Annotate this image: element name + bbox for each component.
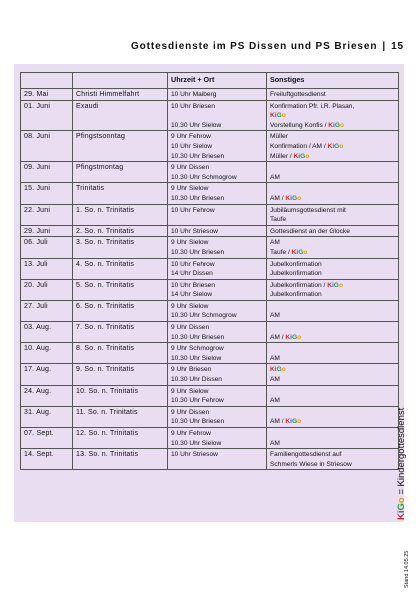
time-place-line: 10.30 Uhr Briesen [171, 333, 225, 341]
service-date: 06. Juli [21, 237, 73, 258]
kigo-mark: KiGo [270, 112, 286, 120]
service-times [168, 343, 267, 364]
service-date: 15. Juni [21, 183, 73, 204]
service-name: 7. So. n. Trinitatis [73, 322, 168, 343]
note-line [270, 163, 395, 173]
service-name: 9. So. n. Trinitatis [73, 364, 168, 385]
header-notes: Sonstiges [267, 73, 399, 89]
service-times [168, 204, 267, 225]
service-times [168, 183, 267, 204]
time-place-line: 10 Uhr Striesow [171, 451, 218, 459]
service-times [168, 131, 267, 162]
service-date: 14. Sept. [21, 449, 73, 470]
service-date: 31. Aug. [21, 406, 73, 427]
time-place-line: 9 Uhr Schmogrow [171, 345, 224, 353]
service-notes [267, 162, 399, 183]
service-name: 3. So. n. Trinitatis [73, 237, 168, 258]
time-place-line [171, 215, 263, 225]
time-place-line: 14 Uhr Sielow [171, 291, 213, 299]
table-row [21, 89, 399, 101]
note-line: Taufe / KiGo [270, 248, 308, 256]
service-notes [267, 428, 399, 449]
service-times [168, 449, 267, 470]
service-schedule-table [20, 72, 399, 470]
time-place-line: 10.30 Uhr Sielow [171, 354, 222, 362]
service-name: 5. So. n. Trinitatis [73, 279, 168, 300]
note-line: Müller [270, 133, 288, 141]
time-place-line: 10 Uhr Striesow [171, 227, 218, 235]
service-name: 2. So. n. Trinitatis [73, 225, 168, 237]
service-name: 4. So. n. Trinitatis [73, 258, 168, 279]
table-body [21, 89, 399, 470]
note-line: Vorstellung Konfis / KiGo [270, 121, 345, 129]
legend-kigo [396, 497, 407, 520]
service-name: Christi Himmelfahrt [73, 89, 168, 101]
time-place-line: 9 Uhr Sielow [171, 239, 209, 247]
note-line: AM [270, 173, 280, 181]
kigo-mark: KiGo [270, 366, 286, 374]
note-line: AM [270, 239, 280, 247]
time-place-line: 9 Uhr Fehrow [171, 133, 211, 141]
note-line [270, 111, 395, 121]
service-times [168, 385, 267, 406]
service-times [168, 406, 267, 427]
time-place-line: 10.30 Uhr Briesen [171, 248, 225, 256]
service-times [168, 225, 267, 237]
table-header-row [21, 73, 399, 89]
note-line: Freiluftgottesdienst [270, 91, 326, 98]
table-row [21, 406, 399, 427]
kigo-mark: KiGo [291, 248, 308, 256]
service-date: 01. Juni [21, 100, 73, 131]
kigo-mark: KiGo [396, 497, 407, 520]
time-place-line: 9 Uhr Briesen [171, 366, 212, 374]
service-times [168, 89, 267, 101]
note-line [270, 344, 395, 354]
service-times [168, 100, 267, 131]
service-times [168, 258, 267, 279]
service-date: 03. Aug. [21, 322, 73, 343]
time-place-line: 10 Uhr Sielow [171, 142, 213, 150]
note-line: Jubelkonfirmation / KiGo [270, 281, 343, 289]
time-place-line: 9 Uhr Dissen [171, 324, 210, 332]
table-row [21, 225, 399, 237]
service-date: 13. Juli [21, 258, 73, 279]
header-separator: | [382, 41, 387, 52]
table-row [21, 279, 399, 300]
header-name [73, 73, 168, 89]
legend-vertical [396, 370, 416, 520]
note-line: AM [270, 439, 280, 447]
time-place-line [171, 111, 263, 121]
service-date: 29. Juni [21, 225, 73, 237]
table-row [21, 322, 399, 343]
page-header [131, 41, 404, 52]
note-line: Jubiläumsgottesdienst mit [270, 206, 346, 214]
header-title: Gottesdienste im PS Dissen und PS Briesen [130, 41, 378, 52]
service-notes [267, 322, 399, 343]
kigo-mark: KiGo [293, 152, 310, 160]
time-place-line: 10.30 Uhr Schmogrow [171, 312, 237, 320]
service-name: 13. So. n. Trinitatis [73, 449, 168, 470]
note-line: Konfirmation / AM / KiGo [270, 142, 344, 150]
kigo-mark: KiGo [285, 418, 302, 426]
service-date: 20. Juli [21, 279, 73, 300]
time-place-line: 9 Uhr Dissen [171, 164, 210, 172]
service-notes [267, 258, 399, 279]
table-row [21, 449, 399, 470]
service-notes [267, 279, 399, 300]
service-date: 24. Aug. [21, 385, 73, 406]
note-line: Gottesdienst an der Glocke [270, 227, 350, 235]
service-notes [267, 225, 399, 237]
service-date: 22. Juni [21, 204, 73, 225]
service-notes [267, 131, 399, 162]
service-name: 11. So. n. Trinitatis [73, 406, 168, 427]
service-notes [267, 364, 399, 385]
service-times [168, 300, 267, 321]
service-times [168, 364, 267, 385]
time-place-line: 10 Uhr Briesen [171, 281, 215, 289]
service-notes [267, 385, 399, 406]
time-place-line: 10 Uhr Maiberg [171, 91, 217, 98]
note-line: Müller / KiGo [270, 152, 310, 160]
kigo-mark: KiGo [285, 333, 302, 341]
table-row [21, 343, 399, 364]
service-date: 17. Aug. [21, 364, 73, 385]
service-notes [267, 343, 399, 364]
note-line: Konfirmation Pfr. i.R. Plasan, [270, 102, 355, 110]
service-name: Trinitatis [73, 183, 168, 204]
service-name: Pfingstmontag [73, 162, 168, 183]
service-name: 8. So. n. Trinitatis [73, 343, 168, 364]
time-place-line: 10.30 Uhr Sielow [171, 121, 222, 129]
service-times [168, 322, 267, 343]
time-place-line: 9 Uhr Sielow [171, 387, 209, 395]
note-line [270, 408, 395, 418]
service-times [168, 428, 267, 449]
time-place-line: 9 Uhr Sielow [171, 302, 209, 310]
service-name: Exaudi [73, 100, 168, 131]
service-notes [267, 204, 399, 225]
service-date: 08. Juni [21, 131, 73, 162]
table-row [21, 258, 399, 279]
note-line: Jubelkonfirmation [270, 291, 322, 299]
table-row [21, 100, 399, 131]
service-notes [267, 300, 399, 321]
kigo-mark: KiGo [327, 142, 344, 150]
kigo-legend [396, 408, 407, 520]
table-row [21, 385, 399, 406]
header-time-place: Uhrzeit + Ort [168, 73, 267, 89]
service-times [168, 279, 267, 300]
note-line: Jubelkonfirmation [270, 260, 322, 268]
service-date: 27. Juli [21, 300, 73, 321]
service-date: 09. Juni [21, 162, 73, 183]
service-notes [267, 406, 399, 427]
page-number: 15 [391, 41, 404, 52]
service-date: 29. Mai [21, 89, 73, 101]
table-row [21, 237, 399, 258]
service-notes [267, 100, 399, 131]
note-line [270, 302, 395, 312]
service-name: 12. So. n. Trinitatis [73, 428, 168, 449]
table-row [21, 131, 399, 162]
service-name: 10. So. n. Trinitatis [73, 385, 168, 406]
service-notes [267, 449, 399, 470]
note-line [270, 184, 395, 194]
note-line: AM [270, 397, 280, 405]
table-row [21, 183, 399, 204]
time-place-line: 9 Uhr Fehrow [171, 430, 211, 437]
service-date: 07. Sept. [21, 428, 73, 449]
service-times [168, 237, 267, 258]
note-line: Schmerls Wiese in Striesow [270, 460, 352, 468]
time-place-line: 10.30 Uhr Sielow [171, 439, 222, 447]
note-line [270, 323, 395, 333]
note-line: AM / KiGo [270, 333, 302, 341]
time-place-line: 14 Uhr Dissen [171, 270, 213, 278]
kigo-mark: KiGo [285, 194, 302, 202]
note-line [270, 365, 395, 375]
note-line: AM [270, 354, 280, 362]
time-place-line: 10 Uhr Briesen [171, 102, 215, 110]
time-place-line [171, 460, 263, 470]
table-row [21, 204, 399, 225]
stand-date: Stand 14.05.25 [404, 550, 410, 588]
note-line [270, 387, 395, 397]
note-line: Taufe [270, 216, 287, 224]
note-line: Familiengottesdienst auf [270, 451, 342, 459]
time-place-line: 10.30 Uhr Briesen [171, 418, 225, 426]
table-row [21, 162, 399, 183]
kigo-mark: KiGo [328, 121, 345, 129]
time-place-line: 9 Uhr Sielow [171, 185, 209, 193]
time-place-line: 10.30 Uhr Briesen [171, 194, 225, 202]
time-place-line: 9 Uhr Dissen [171, 408, 210, 416]
note-line: AM / KiGo [270, 418, 302, 426]
legend-text: = Kindergottesdienst [396, 407, 407, 498]
kigo-mark: KiGo [327, 281, 343, 289]
table-row [21, 364, 399, 385]
service-times [168, 162, 267, 183]
header-date [21, 73, 73, 89]
service-notes [267, 237, 399, 258]
time-place-line: 10.30 Uhr Briesen [171, 152, 225, 160]
time-place-line: 10 Uhr Fehrow [171, 206, 215, 214]
time-place-line: 10.30 Uhr Fehrow [171, 397, 224, 405]
note-line [270, 429, 395, 439]
service-date: 10. Aug. [21, 343, 73, 364]
note-line: AM / KiGo [270, 194, 302, 202]
service-name: Pfingstsonntag [73, 131, 168, 162]
service-notes [267, 89, 399, 101]
note-line: Jubelkonfirmation [270, 270, 322, 278]
table-row [21, 428, 399, 449]
note-line: AM [270, 312, 280, 320]
note-line: AM [270, 376, 280, 384]
time-place-line: 10 Uhr Fehrow [171, 260, 215, 268]
service-name: 1. So. n. Trinitatis [73, 204, 168, 225]
time-place-line: 10.30 Uhr Schmogrow [171, 173, 237, 181]
service-name: 6. So. n. Trinitatis [73, 300, 168, 321]
table-row [21, 300, 399, 321]
service-notes [267, 183, 399, 204]
time-place-line: 10.30 Uhr Dissen [171, 376, 222, 384]
